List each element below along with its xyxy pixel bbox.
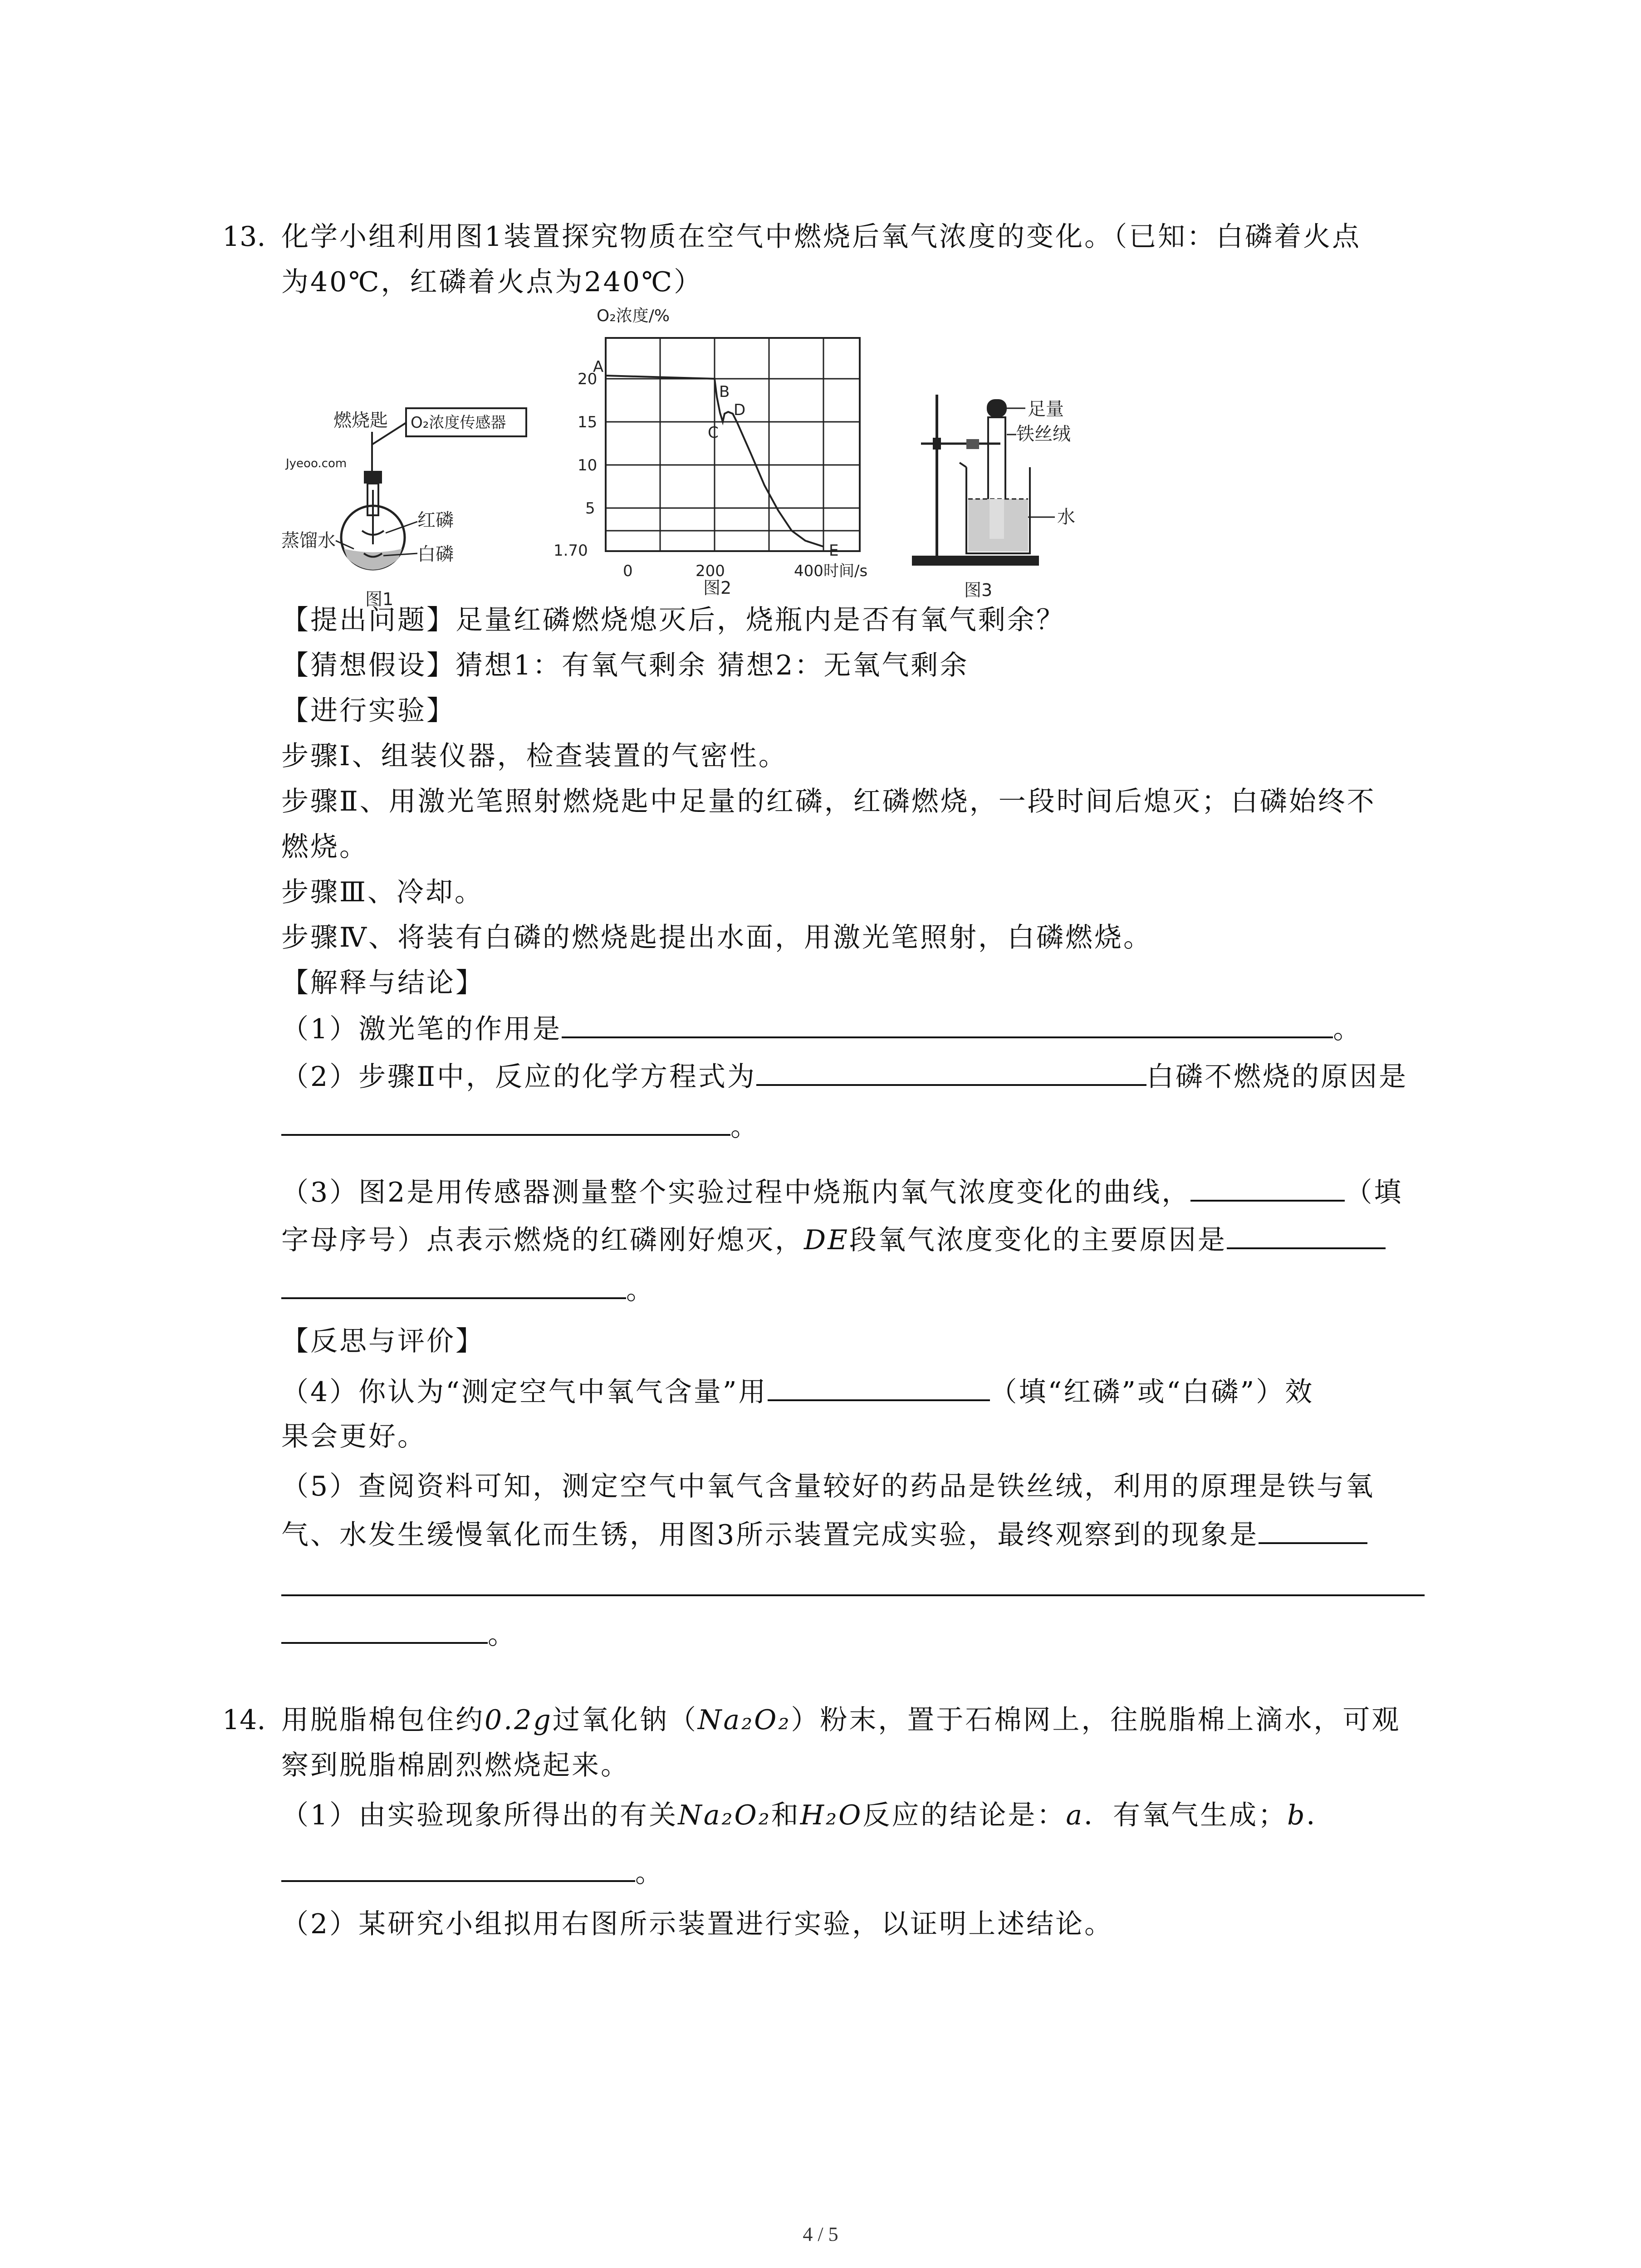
q14-part1-na2o2: Na₂O₂ xyxy=(678,1799,771,1831)
answer-blank-2a[interactable] xyxy=(756,1057,1146,1086)
q13-part2-end: 。 xyxy=(730,1111,759,1143)
q13-step2-line1: 步骤Ⅱ、用激光笔照射燃烧匙中足量的红磷，红磷燃烧，一段时间后熄灭；白磷始终不 xyxy=(281,786,1376,817)
q13-part3-text-a: （3）图2是用传感器测量整个实验过程中烧瓶内氧气浓度变化的曲线， xyxy=(281,1177,1191,1208)
q13-part5-line2 xyxy=(281,1515,1367,1554)
answer-blank-2b[interactable] xyxy=(281,1107,730,1136)
q13-part4-text-a: （4）你认为“测定空气中氧气含量”用 xyxy=(281,1376,768,1408)
fig1-red-p-label: 红磷 xyxy=(417,510,454,531)
q13-part4-line2: 果会更好。 xyxy=(281,1421,426,1452)
q13-step3: 步骤Ⅲ、冷却。 xyxy=(281,876,484,908)
figure-1-apparatus xyxy=(281,354,563,609)
q13-part1-end: 。 xyxy=(1333,1013,1362,1045)
q14-part1-text-c: ．有氧气生成； xyxy=(1084,1799,1288,1831)
fig2-caption: 图2 xyxy=(703,578,732,598)
q13-explain-heading: 【解释与结论】 xyxy=(281,967,485,999)
q14-line1 xyxy=(281,1701,1401,1739)
q13-part2-text-a: （2）步骤Ⅱ中，反应的化学方程式为 xyxy=(281,1061,756,1093)
figure-2-oxygen-chart xyxy=(551,304,878,598)
fig2-xtick-200: 200 xyxy=(696,562,725,580)
fig1-white-p-label: 白磷 xyxy=(417,544,454,565)
q14-part1-h2o: H₂O xyxy=(800,1799,863,1831)
q14-text-c: ）粉末，置于石棉网上，往脱脂棉上滴水，可观 xyxy=(791,1704,1401,1736)
q14-part1-text-a: （1）由实验现象所得出的有关 xyxy=(281,1799,678,1831)
fig3-caption: 图3 xyxy=(964,580,993,600)
fig2-ytick-20: 20 xyxy=(578,370,598,388)
q13-part3-line3 xyxy=(281,1270,655,1309)
q13-question: 【提出问题】足量红磷燃烧熄灭后，烧瓶内是否有氧气剩余？ xyxy=(281,604,1065,636)
answer-blank-1[interactable] xyxy=(562,1009,1333,1038)
q13-part1-text: （1）激光笔的作用是 xyxy=(281,1013,562,1045)
answer-blank-5c[interactable] xyxy=(281,1615,488,1644)
answer-blank-3a[interactable] xyxy=(1190,1173,1345,1202)
answer-blank-4[interactable] xyxy=(768,1372,990,1401)
q13-part2 xyxy=(281,1057,1408,1096)
q14-part1-and: 和 xyxy=(771,1799,800,1831)
page-number: 4 / 5 xyxy=(803,2223,838,2245)
q14-part1-a: a xyxy=(1066,1799,1084,1831)
answer-blank-14-1[interactable] xyxy=(281,1853,635,1882)
answer-blank-5a[interactable] xyxy=(1259,1515,1367,1544)
fig2-xtick-400: 400 xyxy=(794,562,823,580)
q13-part4 xyxy=(281,1372,1314,1411)
fig2-xlabel: 时间/s xyxy=(823,562,868,580)
fig3-label-water: 水 xyxy=(1057,507,1075,528)
fig3-label-wool: 铁丝绒 xyxy=(1016,424,1071,445)
q13-part3-text-c: 字母序号）点表示燃烧的红磷刚好熄灭， xyxy=(281,1224,804,1256)
q13-part3-end: 。 xyxy=(626,1274,655,1306)
fig1-watermark: Jyeoo.com xyxy=(286,457,347,470)
q14-part1-line2 xyxy=(281,1853,664,1892)
q13-hypothesis: 【猜想假设】猜想1：有氧气剩余 猜想2：无氧气剩余 xyxy=(281,650,969,681)
q14-mass: 0.2g xyxy=(485,1704,553,1736)
q13-reflect-heading: 【反思与评价】 xyxy=(281,1325,485,1357)
q13-part3-text-b: （填 xyxy=(1345,1177,1403,1208)
fig1-sensor-label: O₂浓度传感器 xyxy=(411,414,506,432)
q13-part3 xyxy=(281,1173,1403,1212)
q13-step4: 步骤Ⅳ、将装有白磷的燃烧匙提出水面，用激光笔照射，白磷燃烧。 xyxy=(281,922,1152,953)
fig2-point-b: B xyxy=(719,383,730,401)
q13-part2-text-b: 白磷不燃烧的原因是 xyxy=(1146,1061,1408,1093)
fig3-label-enough: 足量 xyxy=(1028,399,1064,420)
q13-intro-line1: 化学小组利用图1装置探究物质在空气中燃烧后氧气浓度的变化。（已知：白磷着火点 xyxy=(281,221,1362,253)
q14-part1 xyxy=(281,1796,1336,1834)
q13-part5-line4 xyxy=(281,1615,517,1654)
q13-part1 xyxy=(281,1009,1362,1048)
q13-part3-text-d: 段氧气浓度变化的主要原因是 xyxy=(849,1224,1227,1256)
q14-line2: 察到脱脂棉剧烈燃烧起来。 xyxy=(281,1750,630,1781)
fig2-point-a: A xyxy=(593,358,604,376)
question-number-13: 13. xyxy=(222,221,266,253)
q13-part3-line2 xyxy=(281,1220,1386,1259)
q13-part5-text-b: 气、水发生缓慢氧化而生锈，用图3所示装置完成实验，最终观察到的现象是 xyxy=(281,1519,1259,1551)
fig2-ytick-15: 15 xyxy=(578,413,598,431)
q13-part5-end: 。 xyxy=(488,1619,517,1651)
q14-text-b: 过氧化钠（ xyxy=(552,1704,698,1736)
fig2-point-c: C xyxy=(708,424,719,442)
q14-part1-text-d: ． xyxy=(1306,1799,1336,1831)
fig1-caption: 图1 xyxy=(365,589,394,609)
figure-3-iron-wool-apparatus xyxy=(912,381,1130,600)
fig1-water-label: 蒸馏水 xyxy=(281,530,336,551)
fig2-ytick-170: 1.70 xyxy=(554,542,588,560)
q13-step2-line2: 燃烧。 xyxy=(281,831,368,863)
fig2-ytick-5: 5 xyxy=(585,499,595,518)
fig2-ytick-10: 10 xyxy=(578,456,598,474)
q13-part5-line1: （5）查阅资料可知，测定空气中氧气含量较好的药品是铁丝绒，利用的原理是铁与氧 xyxy=(281,1471,1375,1502)
q13-step1: 步骤Ⅰ、组装仪器，检查装置的气密性。 xyxy=(281,740,788,772)
q13-part3-de: DE xyxy=(804,1224,849,1256)
q14-part2: （2）某研究小组拟用右图所示装置进行实验，以证明上述结论。 xyxy=(281,1908,1114,1940)
q13-part2-line2 xyxy=(281,1107,759,1146)
q13-intro-line2: 为40℃，红磷着火点为240℃） xyxy=(281,266,703,298)
q14-part1-b: b xyxy=(1287,1799,1307,1831)
answer-blank-5b[interactable] xyxy=(281,1567,1425,1596)
q13-part5-line3 xyxy=(281,1567,1425,1606)
q13-part4-text-b: （填“红磷”或“白磷”）效 xyxy=(989,1376,1314,1408)
fig1-spoon-label: 燃烧匙 xyxy=(333,410,388,431)
question-number-14: 14. xyxy=(222,1704,266,1736)
q14-formula-na2o2: Na₂O₂ xyxy=(697,1704,791,1736)
fig2-point-e: E xyxy=(829,542,839,560)
q14-part1-end: 。 xyxy=(635,1857,664,1889)
fig2-xtick-0: 0 xyxy=(623,562,633,580)
answer-blank-3c[interactable] xyxy=(281,1270,626,1299)
q14-text-a: 用脱脂棉包住约 xyxy=(281,1704,485,1736)
q13-experiment-heading: 【进行实验】 xyxy=(281,695,456,727)
q14-part1-text-b: 反应的结论是： xyxy=(862,1799,1066,1831)
fig2-point-d: D xyxy=(734,401,746,419)
answer-blank-3b[interactable] xyxy=(1227,1220,1386,1249)
fig2-ylabel: O₂浓度/% xyxy=(597,307,670,325)
